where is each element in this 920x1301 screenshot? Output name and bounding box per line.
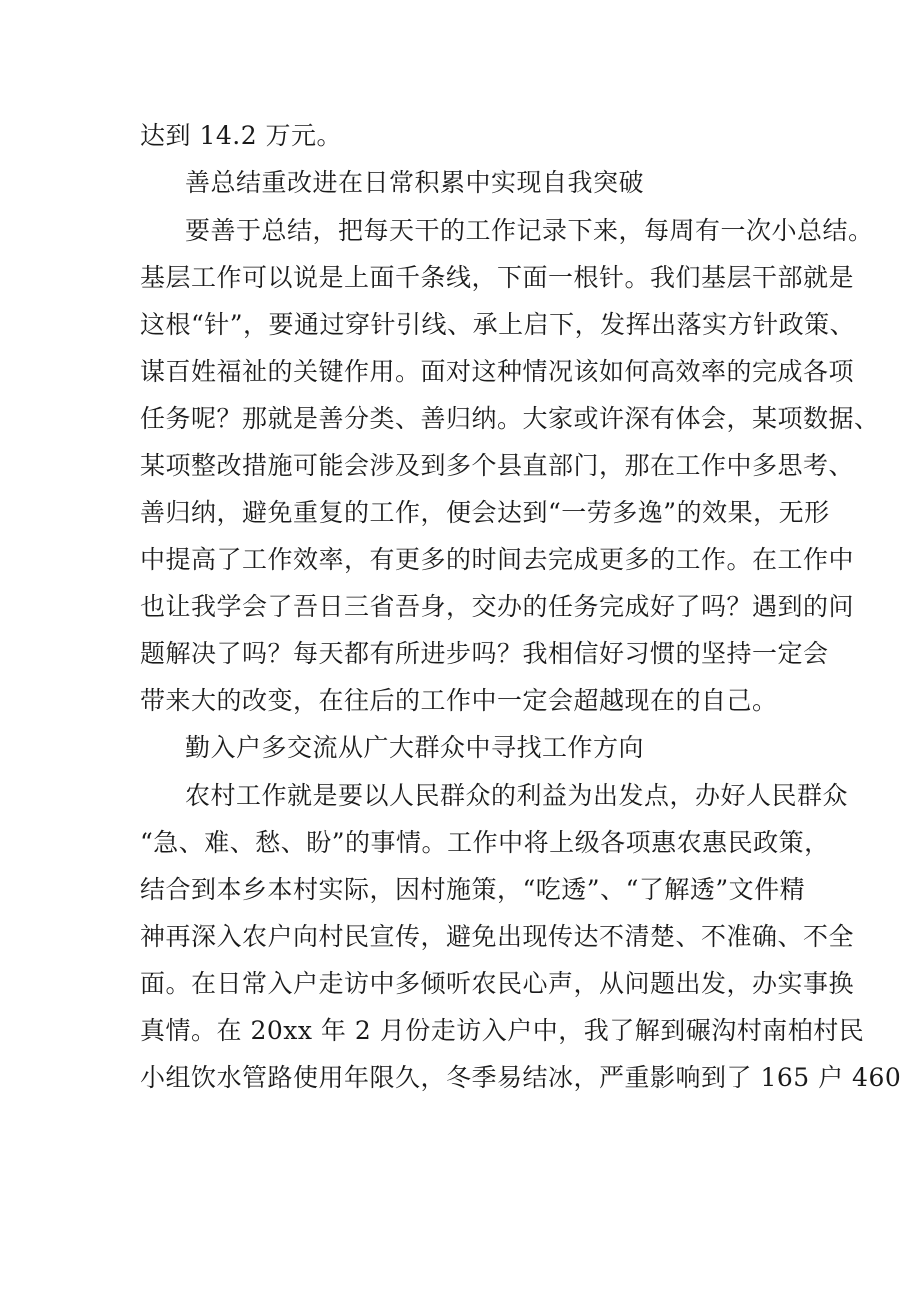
paragraph-line: 小组饮水管路使用年限久，冬季易结冰，严重影响到了 165 户 460 — [140, 1063, 902, 1092]
section-heading-household-visits: 勤入户多交流从广大群众中寻找工作方向 — [185, 733, 645, 762]
paragraph-line: 中提高了工作效率，有更多的时间去完成更多的工作。在工作中 — [140, 545, 855, 574]
paragraph-line: 结合到本乡本村实际，因村施策，“吃透”、“了解透”文件精 — [140, 875, 806, 904]
paragraph-line: 也让我学会了吾日三省吾身，交办的任务完成好了吗？遇到的问 — [140, 592, 855, 621]
paragraph-line: 农村工作就是要以人民群众的利益为出发点，办好人民群众 — [185, 781, 849, 810]
paragraph-line: 谋百姓福祉的关键作用。面对这种情况该如何高效率的完成各项 — [140, 357, 855, 386]
paragraph-line: 这根“针”，要通过穿针引线、承上启下，发挥出落实方针政策、 — [140, 310, 856, 339]
paragraph-line: 任务呢？那就是善分类、善归纳。大家或许深有体会，某项数据、 — [140, 404, 880, 433]
paragraph-line: 题解决了吗？每天都有所进步吗？我相信好习惯的坚持一定会 — [140, 639, 829, 668]
document-body — [140, 112, 902, 1101]
paragraph-line: 基层工作可以说是上面千条线，下面一根针。我们基层干部就是 — [140, 263, 855, 292]
paragraph-continuation-line: 达到 14.2 万元。 — [140, 121, 343, 150]
paragraph-line: 善归纳，避免重复的工作，便会达到“一劳多逸”的效果，无形 — [140, 498, 830, 527]
paragraph-line: 要善于总结，把每天干的工作记录下来，每周有一次小总结。 — [185, 216, 874, 245]
paragraph-line: 真情。在 20xx 年 2 月份走访入户中，我了解到碾沟村南柏村民 — [140, 1016, 865, 1045]
paragraph-line: 面。在日常入户走访中多倾听农民心声，从问题出发，办实事换 — [140, 969, 855, 998]
paragraph-line: “急、难、愁、盼”的事情。工作中将上级各项惠农惠民政策， — [140, 828, 830, 857]
paragraph-line: 某项整改措施可能会涉及到多个县直部门，那在工作中多思考、 — [140, 451, 855, 480]
paragraph-line: 带来大的改变，在往后的工作中一定会超越现在的自己。 — [140, 686, 778, 715]
section-heading-summary: 善总结重改进在日常积累中实现自我突破 — [185, 168, 645, 197]
paragraph-line: 神再深入农户向村民宣传，避免出现传达不清楚、不准确、不全 — [140, 922, 855, 951]
